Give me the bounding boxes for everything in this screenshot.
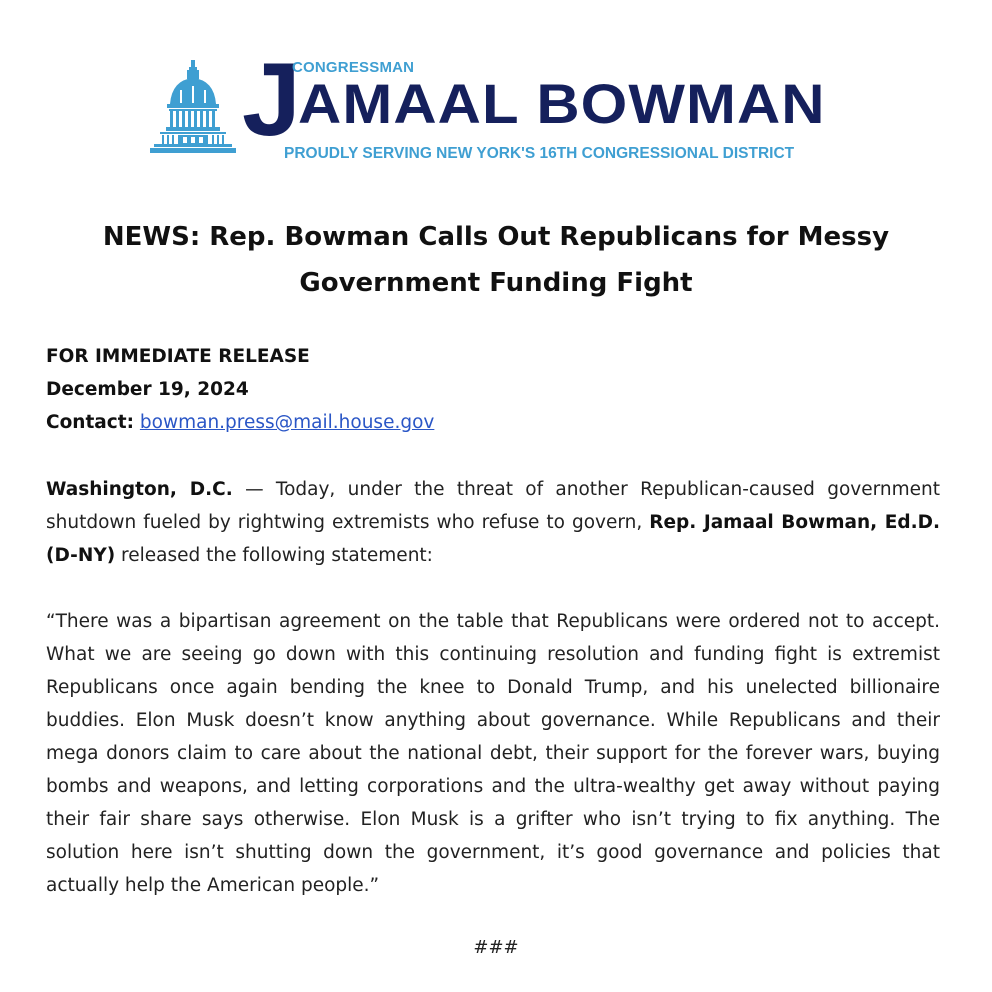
headline-line-1: NEWS: Rep. Bowman Calls Out Republicans for Messy xyxy=(102,222,890,252)
statement-quote: “There was a bipartisan agreement on the table that Republicans were ordered not to accept. What we are seeing go down with this continuing resolution and funding fight is extremist Republicans once again bending the knee to Donald Trump, and his unelected billionaire buddies. Elon Musk doesn’t know anything about governance. While Republicans and their mega donors claim to care about the national debt, their support for the forever wars, buying bombs and weapons, and letting corporations and the ultra-wealthy get away without paying their fair share says otherwise. Elon Musk is a grifter who isn’t trying to fix anything. The solution here isn’t shutting down the government, it’s good governance and policies that actually help the American people.” xyxy=(46,611,940,896)
page-title xyxy=(60,214,932,306)
intro-text: — Today, under the threat of another Republican-caused government shutdown fueled by rightwing extremists who refuse to govern, xyxy=(46,479,940,533)
letterhead xyxy=(150,42,840,166)
release-date: December 19, 2024 xyxy=(46,379,249,400)
contact-line xyxy=(46,406,434,439)
release-label: FOR IMMEDIATE RELEASE xyxy=(46,346,310,367)
contact-label: Contact: xyxy=(46,412,134,433)
speaker-name: Rep. Jamaal Bowman, Ed.D. (D-NY) xyxy=(46,512,940,566)
headline-line-2: Government Funding Fight xyxy=(299,268,693,298)
end-mark: ### xyxy=(473,937,519,958)
release-meta xyxy=(46,340,434,439)
letterhead-name-initial: J xyxy=(242,42,302,158)
letterhead-name-rest: AMAAL BOWMAN xyxy=(298,72,826,135)
intro-end-text: released the following statement: xyxy=(115,545,433,566)
intro-paragraph xyxy=(46,473,940,572)
capitol-dome-icon xyxy=(150,60,236,156)
contact-email-link[interactable]: bowman.press@mail.house.gov xyxy=(139,412,435,433)
dateline: Washington, D.C. xyxy=(46,479,233,500)
letterhead-tagline: PROUDLY SERVING NEW YORK'S 16TH CONGRESSIONAL DISTRICT xyxy=(284,145,795,162)
letterhead-title-prefix: CONGRESSMAN xyxy=(292,59,415,76)
